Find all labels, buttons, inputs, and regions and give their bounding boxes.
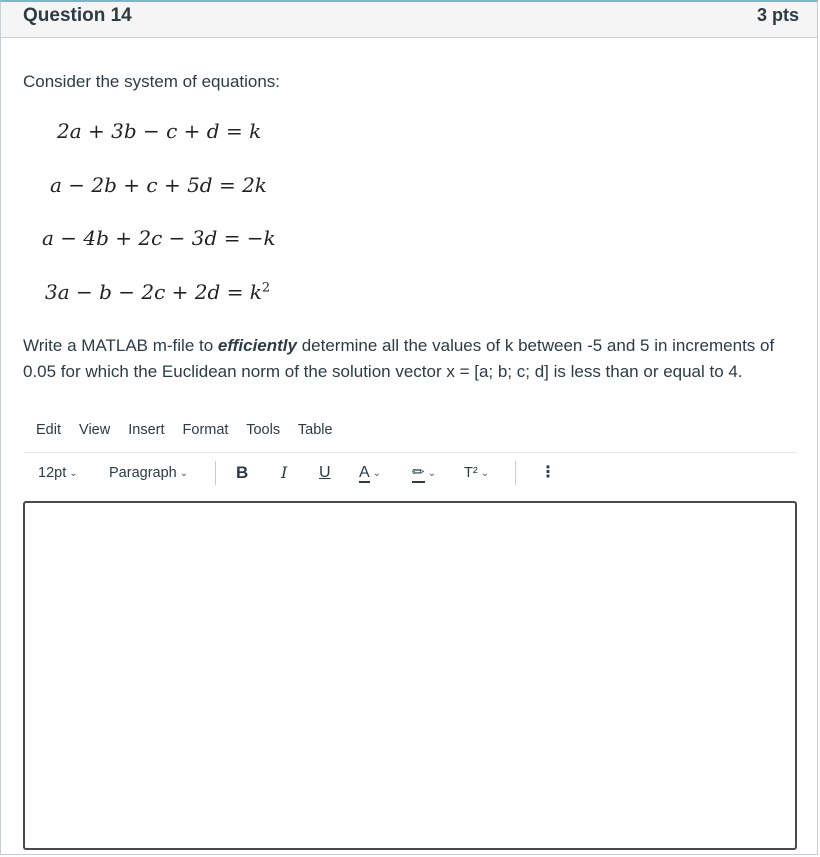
chevron-down-icon: ⌄ [427, 468, 436, 479]
question-intro: Consider the system of equations: [23, 72, 281, 91]
question-prompt [23, 333, 803, 385]
block-format-value: Paragraph [109, 465, 177, 481]
equation-1-rhs: = k [225, 119, 262, 143]
question-title: Question 14 [23, 5, 132, 26]
italic-button[interactable]: I [281, 463, 288, 482]
equation-2-lhs: a − 2b + c + 5d [50, 173, 213, 197]
equation-3-rhs: = −k [223, 226, 276, 250]
toolbar-separator [215, 461, 216, 485]
menubar-divider [24, 452, 796, 453]
prompt-text-start: Write a MATLAB m-file to [23, 336, 218, 355]
highlighter-icon: ✏ [412, 464, 425, 481]
text-color-button[interactable] [359, 461, 381, 486]
block-format-select[interactable] [109, 461, 188, 486]
question-header [1, 2, 817, 38]
chevron-down-icon: ⌄ [372, 468, 382, 479]
chevron-down-icon: ⌄ [69, 468, 78, 479]
toolbar-separator [515, 461, 516, 485]
equation-4-lhs: 3a − b − 2c + 2d [45, 280, 221, 304]
superscript-icon: T² [464, 465, 478, 481]
prompt-emphasis: efficiently [217, 336, 297, 355]
chevron-down-icon: ⌄ [480, 468, 490, 479]
equation-1 [57, 119, 261, 143]
menu-insert[interactable]: Insert [128, 422, 165, 438]
text-color-icon: A [359, 464, 370, 481]
bold-button[interactable]: B [236, 463, 249, 482]
menu-tools[interactable]: Tools [246, 422, 281, 438]
equation-1-lhs: 2a + 3b − c + d [57, 119, 220, 143]
equation-4-rhs: = k [226, 280, 262, 304]
more-options-icon[interactable]: ⋮ [540, 464, 556, 481]
equation-2 [50, 173, 267, 197]
highlight-color-button[interactable] [412, 461, 436, 486]
superscript-button[interactable] [464, 461, 489, 486]
rich-text-editor[interactable] [23, 501, 797, 850]
menu-table[interactable]: Table [297, 422, 333, 438]
menu-format[interactable]: Format [182, 422, 229, 438]
equation-3-lhs: a − 4b + 2c − 3d [42, 226, 218, 250]
question-points: 3 pts [756, 5, 799, 25]
chevron-down-icon: ⌄ [179, 468, 189, 479]
menu-edit[interactable]: Edit [36, 422, 61, 438]
prompt-text-end: determine all the values of k between -5 and 5 in increments of 0.05 for which the Euclidean norm of the solution vector x = [a; b; c; d] is less than or equal to 4. [23, 336, 775, 381]
equation-3 [42, 226, 276, 250]
font-size-value: 12pt [38, 465, 67, 481]
font-size-select[interactable] [38, 461, 78, 486]
menu-view[interactable]: View [79, 422, 111, 438]
equation-2-rhs: = 2k [218, 173, 267, 197]
equation-4 [45, 280, 270, 304]
underline-button[interactable]: U [319, 464, 331, 481]
equation-4-exponent: 2 [261, 280, 271, 296]
editor-menubar [36, 422, 347, 438]
